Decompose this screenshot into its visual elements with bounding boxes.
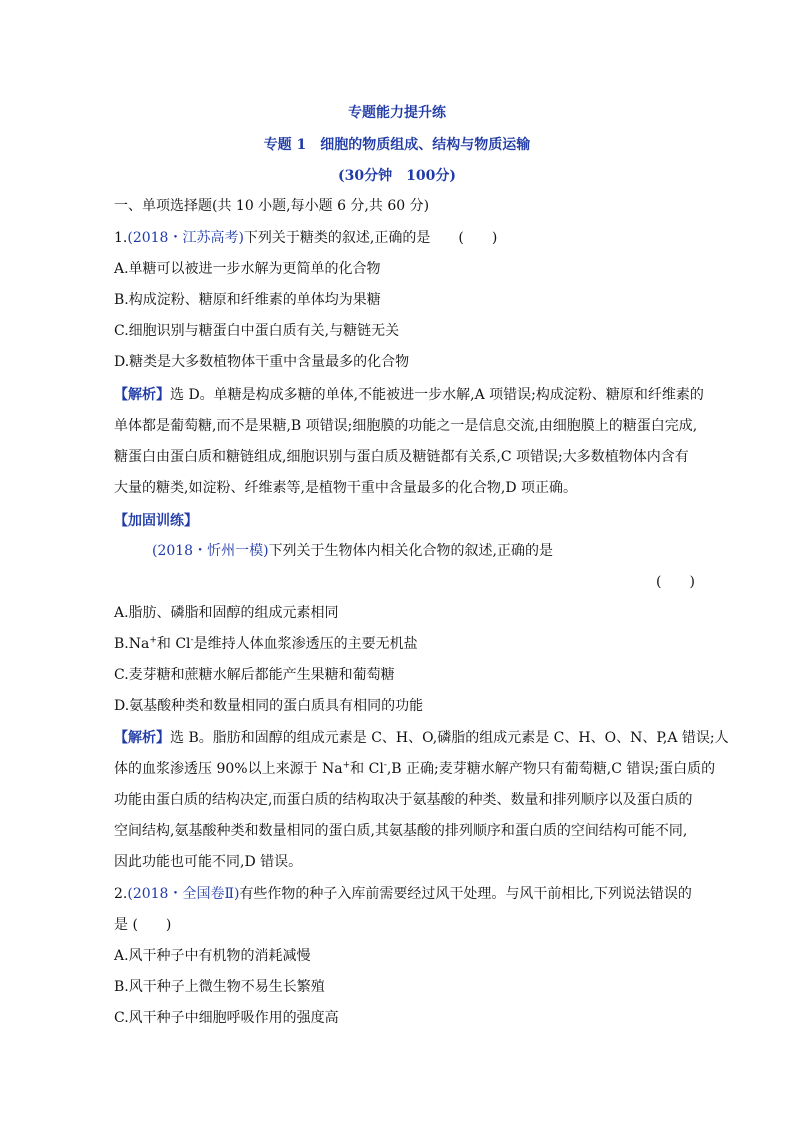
option-c: C.风干种子中细胞呼吸作用的强度高 — [114, 1010, 339, 1026]
question-number: 2. — [114, 886, 128, 902]
analysis-line: 大量的糖类,如淀粉、纤维素等,是植物干重中含量最多的化合物,D 项正确。 — [114, 480, 578, 496]
analysis-line: 糖蛋白由蛋白质和糖链组成,细胞识别与蛋白质及糖链都有关系,C 项错误;大多数植物体内含有 — [114, 449, 689, 465]
analysis-line: 功能由蛋白质的结构决定,而蛋白质的结构取决于氨基酸的种类、数量和排列顺序以及蛋白质的 — [114, 792, 693, 808]
analysis-line: 空间结构,氨基酸种类和数量相同的蛋白质,其氨基酸的排列顺序和蛋白质的空间结构可能不同, — [114, 823, 688, 839]
topic-subtitle: 专题 1 细胞的物质组成、结构与物质运输 — [263, 137, 531, 153]
question-number: 1. — [114, 230, 128, 246]
option-b: B.风干种子上微生物不易生长繁殖 — [114, 979, 325, 995]
option-a: A.脂肪、磷脂和固醇的组成元素相同 — [114, 605, 339, 621]
option-c: C.麦芽糖和蔗糖水解后都能产生果糖和葡萄糖 — [114, 667, 395, 683]
reinforce-tag: 【加固训练】 — [114, 513, 198, 529]
question-text: 下列关于生物体内相关化合物的叙述,正确的是 — [268, 543, 554, 559]
option-b: B.构成淀粉、糖原和纤维素的单体均为果糖 — [114, 292, 381, 308]
analysis-tag: 【解析】 — [114, 387, 170, 403]
time-score: (30分钟 100分) — [338, 168, 456, 184]
analysis-line: 体的血浆渗透压 90%以上来源于 Na+和 Cl-,B 正确;麦芽糖水解产物只有葡萄糖,C 错误;蛋白质的 — [114, 760, 716, 777]
question-text: 有些作物的种子入库前需要经过风干处理。与风干前相比,下列说法错误的 — [239, 886, 692, 902]
option-d: D.糖类是大多数植物体干重中含量最多的化合物 — [114, 354, 410, 370]
analysis-line: 【解析】选 B。脂肪和固醇的组成元素是 C、H、O,磷脂的组成元素是 C、H、O、N、P,A 错误;人 — [114, 730, 729, 746]
question-1-stem — [114, 228, 497, 248]
option-a: A.单糖可以被进一步水解为更简单的化合物 — [114, 261, 381, 277]
question-source: (2018・江苏高考) — [127, 230, 244, 246]
question-2-stem — [114, 884, 692, 904]
document-title: 专题能力提升练 — [348, 105, 446, 121]
analysis-line: 单体都是葡萄糖,而不是果糖,B 项错误;细胞膜的功能之一是信息交流,由细胞膜上的糖蛋白完成, — [114, 418, 698, 434]
section-heading: 一、单项选择题(共 10 小题,每小题 6 分,共 60 分) — [114, 198, 430, 214]
analysis-line: 因此功能也可能不同,D 错误。 — [114, 854, 303, 870]
answer-bracket: ( ) — [656, 574, 695, 590]
question-text: 下列关于糖类的叙述,正确的是 ( ) — [243, 230, 498, 246]
reinforce-stem — [152, 541, 553, 561]
analysis-line: 【解析】选 D。单糖是构成多糖的单体,不能被进一步水解,A 项错误;构成淀粉、糖原和纤维素的 — [114, 387, 704, 403]
question-source: (2018・忻州一模) — [152, 543, 269, 559]
option-c: C.细胞识别与糖蛋白中蛋白质有关,与糖链无关 — [114, 323, 400, 339]
question-source: (2018・全国卷Ⅱ) — [127, 886, 240, 902]
option-d: D.氨基酸种类和数量相同的蛋白质具有相同的功能 — [114, 698, 424, 714]
option-a: A.风干种子中有机物的消耗减慢 — [114, 948, 311, 964]
analysis-tag: 【解析】 — [114, 730, 170, 746]
question-2-stem-cont: 是 ( ) — [114, 917, 172, 933]
option-b: B.Na+和 Cl-是维持人体血浆渗透压的主要无机盐 — [114, 635, 418, 652]
